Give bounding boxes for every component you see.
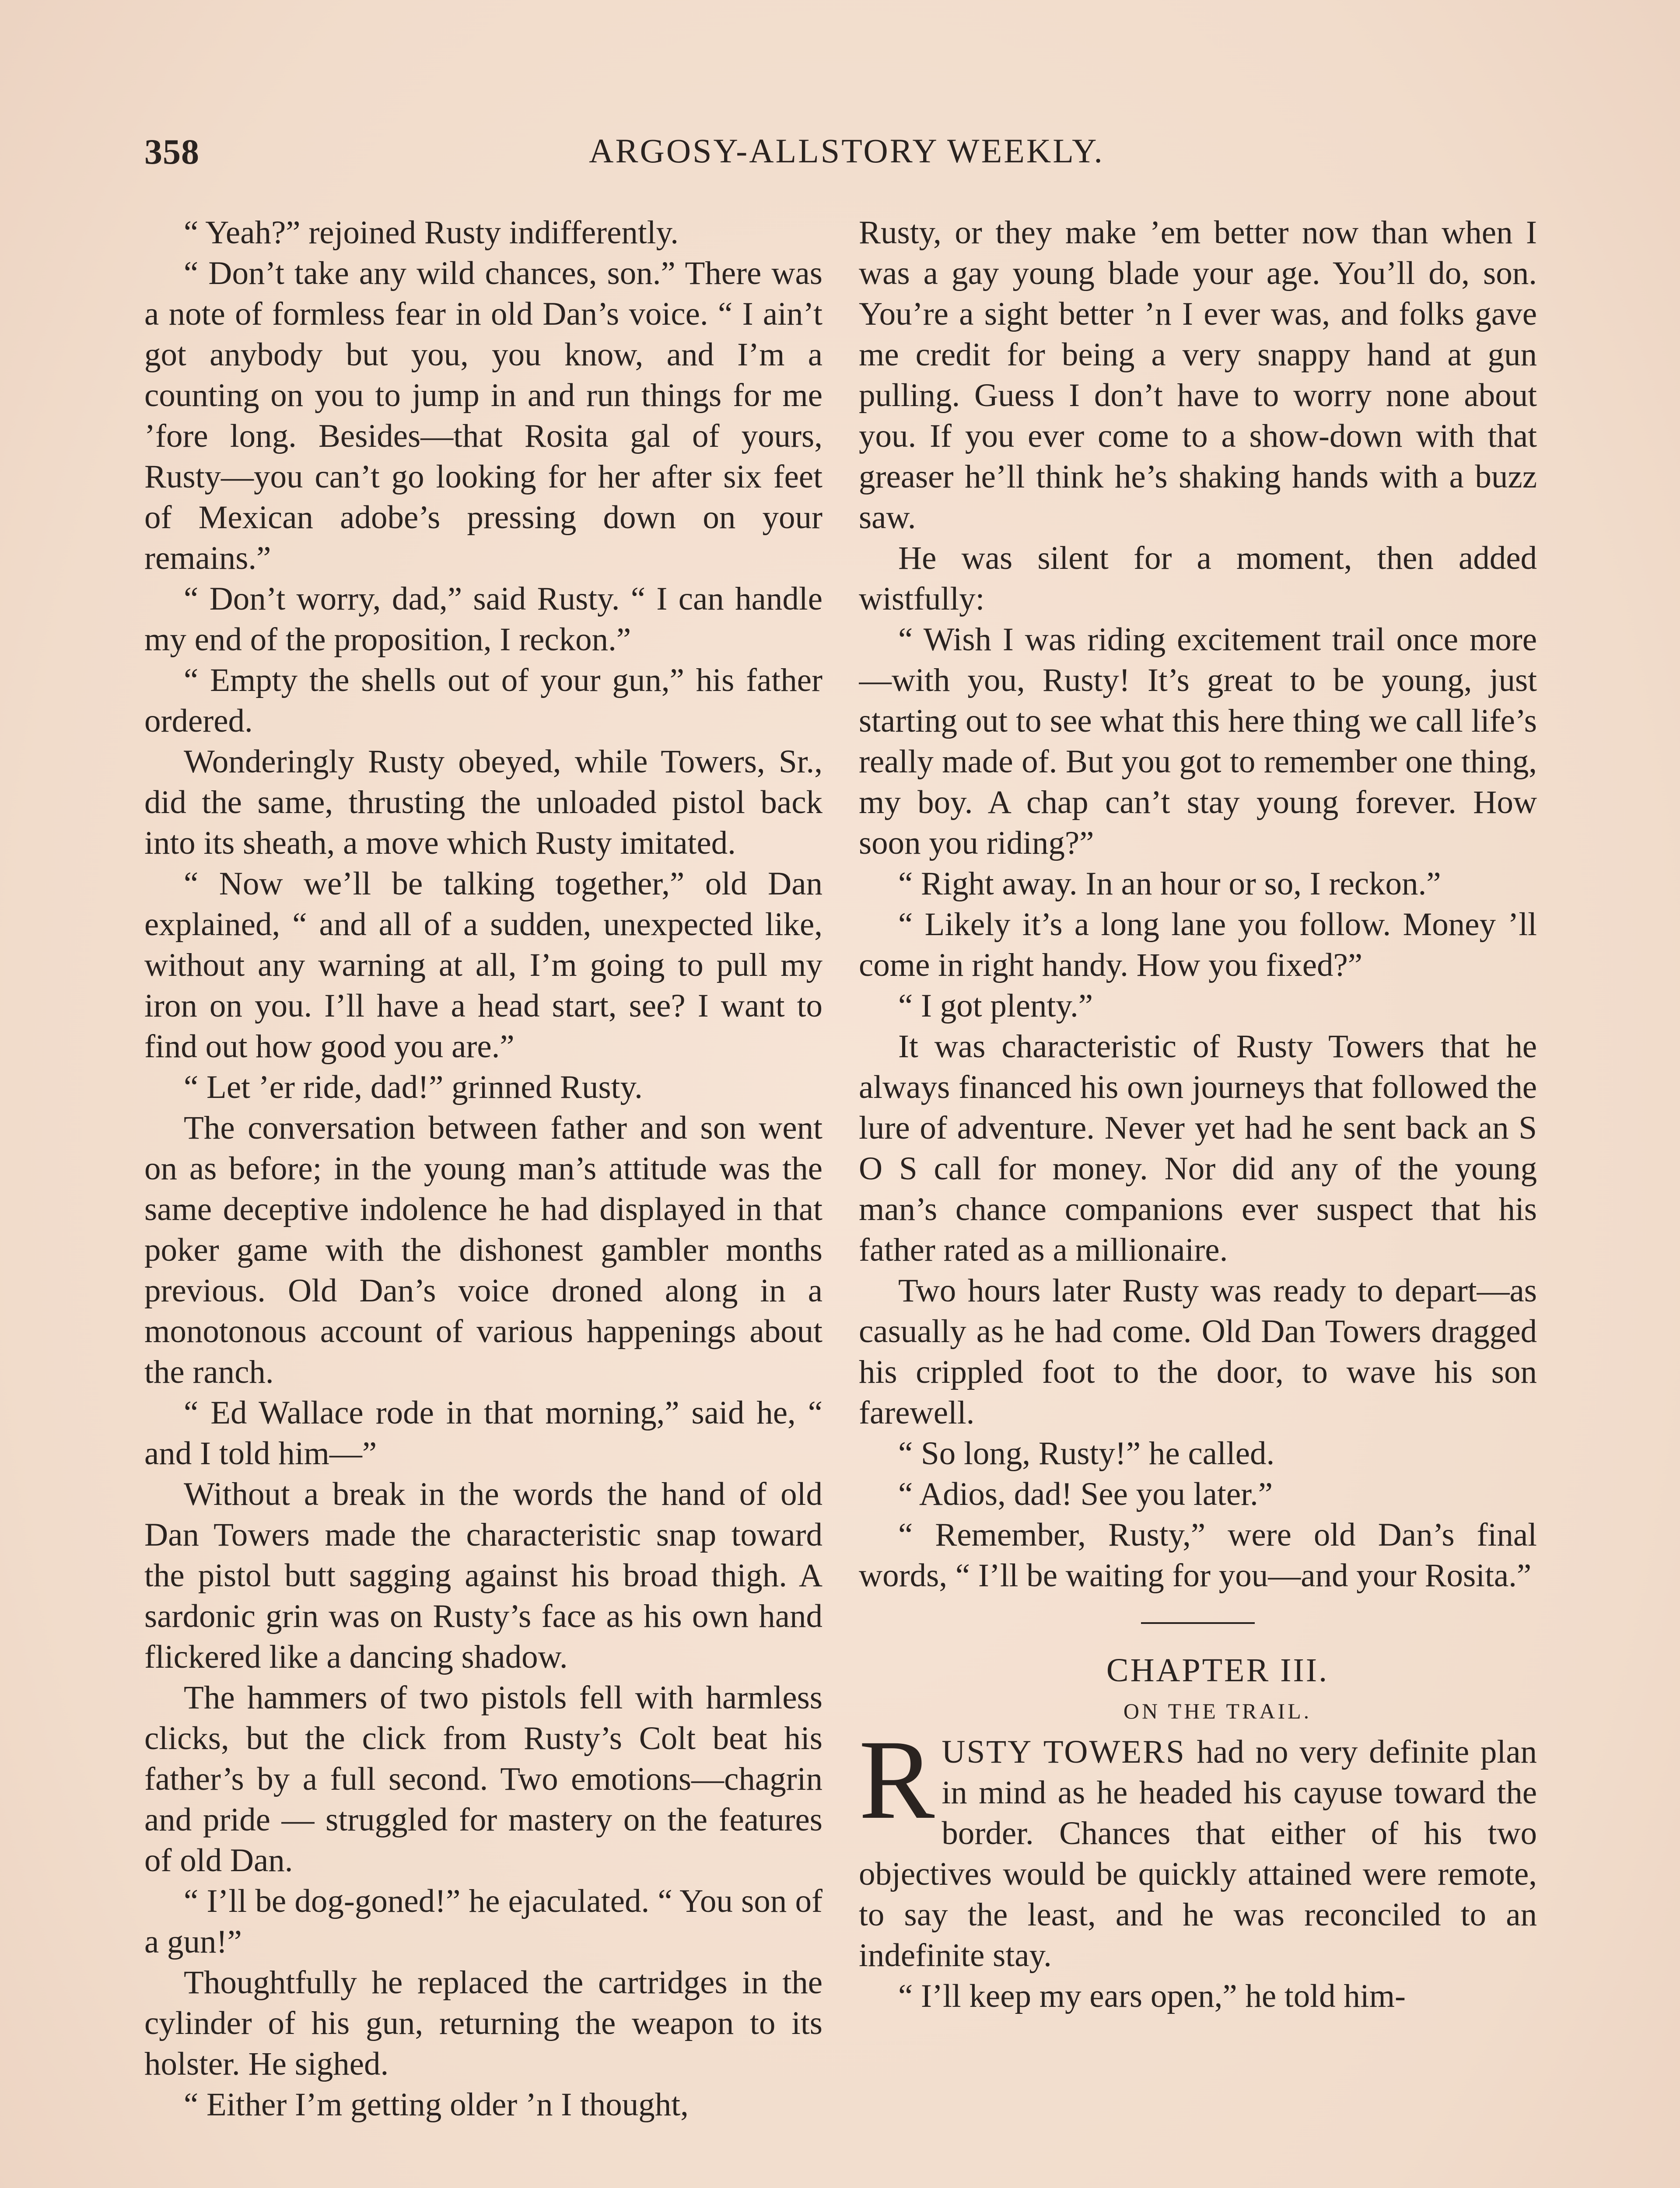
paragraph: “ I’ll keep my ears open,” he told him- xyxy=(898,1978,1406,2014)
opening-text: had no very definite plan in mind as he headed his cayuse toward the border. Chances that either of his two objectives would be quickly attained were remote, to say the least, and he was reconciled to an indefinite stay. xyxy=(859,1734,1537,1974)
opening-words: USTY TOWERS xyxy=(942,1734,1186,1770)
paragraph: “ Yeah?” rejoined Rusty indifferently. xyxy=(184,214,679,251)
left-column xyxy=(144,212,822,2188)
paragraph: “ Ed Wallace rode in that morning,” said he, “ and I told him—” xyxy=(144,1395,822,1472)
page-number: 358 xyxy=(144,132,200,172)
section-divider xyxy=(1141,1622,1255,1624)
chapter-subtitle: ON THE TRAIL. xyxy=(1123,1699,1312,1723)
paragraph: “ So long, Rusty!” he called. xyxy=(898,1435,1275,1472)
paragraph: It was characteristic of Rusty Towers that he always financed his own journeys that followed the lure of adventure. Never yet had he sent back an S O S call for money. Nor did any of the young man’s chance companions ever suspect that his father rated as a millionaire. xyxy=(859,1028,1537,1268)
paragraph: The hammers of two pistols fell with harmless clicks, but the click from Rusty’s Colt beat his father’s by a full second. Two emotions—chagrin and pride — struggled for mastery on the features of old Dan. xyxy=(144,1680,822,1879)
paragraph: “ Wish I was riding excitement trail once more—with you, Rusty! It’s great to be young, just starting out to see what this here thing we call life’s really made of. But you got to remember one thing, my boy. A chap can’t stay young forever. How soon you riding?” xyxy=(859,621,1537,861)
page-header xyxy=(140,131,1553,184)
paragraph: “ I’ll be dog-goned!” he ejaculated. “ You son of a gun!” xyxy=(144,1883,822,1960)
right-column xyxy=(859,212,1537,2188)
paragraph: “ Right away. In an hour or so, I reckon.” xyxy=(898,866,1441,902)
magazine-title: ARGOSY-ALLSTORY WEEKLY. xyxy=(589,132,1104,170)
paragraph: “ Don’t take any wild chances, son.” There was a note of formless fear in old Dan’s voice. “ I ain’t got anybody but you, you know, and I’m a counting on you to jump in and run things for me ’fore long. Besides—that Rosita gal of yours, Rusty—you can’t go looking for her after six feet of Mexican adobe’s pressing down on your remains.” xyxy=(144,255,822,576)
paragraph: “ Empty the shells out of your gun,” his father ordered. xyxy=(144,662,822,739)
paragraph: Without a break in the words the hand of old Dan Towers made the characteristic snap toward the pistol butt sagging against his broad thigh. A sardonic grin was on Rusty’s face as his own hand flickered like a dancing shadow. xyxy=(144,1476,822,1675)
paragraph: “ Adios, dad! See you later.” xyxy=(898,1476,1273,1512)
chapter-opening-paragraph xyxy=(859,1717,1537,1976)
paragraph: He was silent for a moment, then added wistfully: xyxy=(859,540,1537,617)
drop-cap: R xyxy=(859,1717,935,1843)
paragraph: “ Either I’m getting older ’n I thought, xyxy=(184,2086,689,2123)
paragraph: “ Remember, Rusty,” were old Dan’s final words, “ I’ll be waiting for you—and your Rosita.” xyxy=(859,1517,1537,1594)
paragraph: The conversation between father and son went on as before; in the young man’s attitude was the same deceptive indolence he had displayed in that poker game with the dishonest gambler months previous. Old Dan’s voice droned along in a monotonous account of various happenings about the ranch. xyxy=(144,1110,822,1390)
paragraph: “ Don’t worry, dad,” said Rusty. “ I can handle my end of the proposition, I reckon.” xyxy=(144,581,822,658)
paragraph: “ Now we’ll be talking together,” old Dan explained, “ and all of a sudden, unexpected like, without any warning at all, I’m going to pull my iron on you. I’ll have a head start, see? I want to find out how good you are.” xyxy=(144,866,822,1065)
paragraph: Wonderingly Rusty obeyed, while Towers, Sr., did the same, thrusting the unloaded pistol back into its sheath, a move which Rusty imitated. xyxy=(144,743,822,861)
paragraph: Two hours later Rusty was ready to depart—as casually as he had come. Old Dan Towers dragged his crippled foot to the door, to wave his son farewell. xyxy=(859,1273,1537,1431)
paragraph: “ Let ’er ride, dad!” grinned Rusty. xyxy=(184,1069,643,1105)
paragraph: “ I got plenty.” xyxy=(898,988,1093,1024)
paragraph: “ Likely it’s a long lane you follow. Money ’ll come in right handy. How you fixed?” xyxy=(859,906,1537,983)
paragraph: Thoughtfully he replaced the cartridges in the cylinder of his gun, returning the weapon to its holster. He sighed. xyxy=(144,1964,822,2082)
paragraph-continued: Rusty, or they make ’em better now than when I was a gay young blade your age. You’ll do, son. You’re a sight better ’n I ever was, and folks gave me credit for being a very snappy hand at gun pulling. Guess I don’t have to worry none about you. If you ever come to a show-down with that greaser he’ll think he’s shaking hands with a buzz saw. xyxy=(859,214,1537,536)
chapter-title: CHAPTER III. xyxy=(1106,1652,1329,1689)
